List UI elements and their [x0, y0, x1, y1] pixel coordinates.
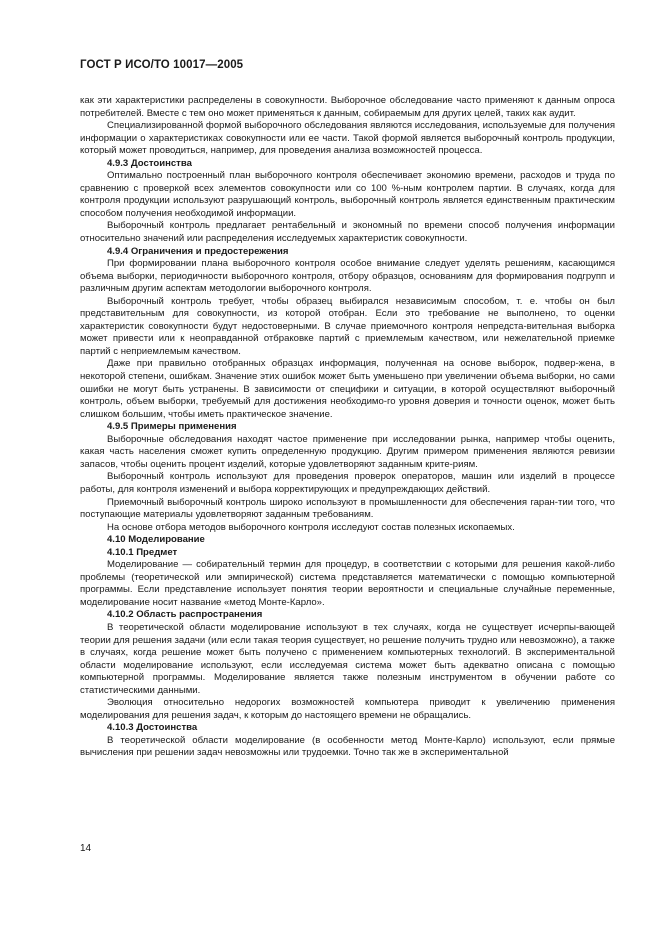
paragraph: Выборочный контроль используют для проведения проверок операторов, машин или изделий в процессе работы, для контроля изменений и выбора корректирующих и предупреждающих действий. [80, 471, 615, 495]
section-heading-4-10: 4.10 Моделирование [107, 534, 205, 546]
page-number: 14 [80, 843, 92, 854]
paragraph: Даже при правильно отобранных образцах информация, полученная на основе выборок, подвер-жена, в некоторой степени, ошибкам. Значение этих ошибок может быть уменьшено при увеличении объема выборки, но сами ошибки не могут быть устранены. В зависимости от специфики и ситуации, в которой осуществляют выборочный контроль, объем выборки, требуемый для достижения необходимо-го уровня доверия и точности оценок, может быть слишком большим, чтобы иметь практическое значение. [80, 358, 615, 420]
section-heading-4-9-4: 4.9.4 Ограничения и предостережения [107, 245, 289, 257]
section-heading-4-10-1: 4.10.1 Предмет [107, 546, 178, 558]
document-header: ГОСТ Р ИСО/ТО 10017—2005 [80, 59, 244, 71]
section-heading-4-9-3: 4.9.3 Достоинства [107, 157, 192, 169]
paragraph: Эволюция относительно недорогих возможностей компьютера приводит к увеличению применения моделирования для решения задач, к которым до настоящего времени не обращались. [80, 697, 615, 721]
paragraph: Выборочный контроль предлагает рентабельный и экономный по времени способ получения информации относительно значений или распределения исследуемых характеристик совокупности. [80, 220, 615, 245]
document-body [80, 95, 615, 760]
paragraph: Приемочный выборочный контроль широко используют в промышленности для обеспечения гаран-тии того, что поступающие материалы удовлетворяют заданным требованиям. [80, 496, 615, 521]
paragraph: При формировании плана выборочного контроля особое внимание следует уделять решениям, касающимся объема выборки, периодичности выборочного контроля, отбору образцов, основаниям для формирования подгрупп и различным другим аспектам методологии выборочного контроля. [80, 258, 615, 295]
paragraph: Оптимально построенный план выборочного контроля обеспечивает экономию времени, расходов и труда по сравнению с проверкой всех элементов совокупности или со 100 %-ным контролем партии. В случаях, когда для контроля продукции используют разрушающий контроль, выборочный контроль является единственным практическим способом получения необходимой информации. [80, 170, 615, 219]
paragraph: Специализированной формой выборочного обследования являются исследования, используемые для получения информации о характеристиках совокупности или ее части. Такой формой является выборочный контроль продукции, который может проводиться, например, для проведения анализа возможностей процесса. [80, 120, 615, 157]
paragraph: как эти характеристики распределены в совокупности. Выборочное обследование часто применяют к данным опроса потребителей. Вместе с тем оно может применяться к данным, собираемым для других целей, таких как аудит. [80, 95, 615, 119]
section-heading-4-9-5: 4.9.5 Примеры применения [107, 421, 237, 433]
paragraph: В теоретической области моделирование используют в тех случаях, когда не существует исчерпы-вающей теории для решения задачи (или если такая теория существует, но решение получить трудно или невозможно), а также в случаях, когда решение может быть получено с применением компьютерных технологий. В экспериментальной области моделирование используют, если исследуемая система может быть адекватно описана с помощью компьютерной программы. Моделирование является также полезным инструментом в обучении работе со статистическими данными. [80, 621, 615, 696]
paragraph: На основе отбора методов выборочного контроля исследуют состав полезных ископаемых. [107, 521, 515, 533]
paragraph: Моделирование — собирательный термин для процедур, в соответствии с которыми для решения какой-либо проблемы (теоретической или эмпирической) система представляется математически с помощью компьютерной программы. Если представление использует понятия теории вероятности и специальные случайные переменные, моделирование носит название «метод Монте-Карло». [80, 559, 615, 608]
section-heading-4-10-3: 4.10.3 Достоинства [107, 722, 198, 734]
paragraph: Выборочный контроль требует, чтобы образец выбирался независимым способом, т. е. чтобы он был представительным для совокупности, из которой отобран. Если это требование не выполнено, то оценки характеристик совокупности будут недостоверными. В случае приемочного контроля непредста-вительная выборка может привести или к неоправданной отбраковке партий с приемлемым качеством, или нежелательной приемке партий с неприемлемым качеством. [80, 295, 615, 357]
paragraph: В теоретической области моделирование (в особенности метод Монте-Карло) используют, если прямые вычисления при решении задач невозможны или трудоемки. Точно так же в экспериментальной [80, 734, 615, 759]
paragraph: Выборочные обследования находят частое применение при исследовании рынка, например чтобы оценить, какая часть населения сможет купить определенную продукцию. Другим примером применения являются ревизии запасов, чтобы оценить процент изделий, которые удовлетворяют заданным крите-риям. [80, 433, 615, 470]
section-heading-4-10-2: 4.10.2 Область распространения [107, 609, 263, 621]
